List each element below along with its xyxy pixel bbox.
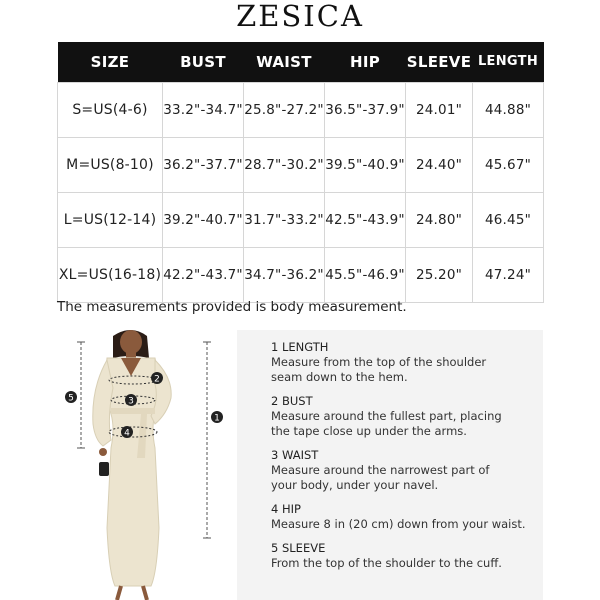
- cell-bust: 33.2"-34.7": [163, 82, 244, 137]
- cell-waist: 25.8"-27.2": [244, 82, 325, 137]
- brand-logo: ZESICA: [236, 0, 364, 33]
- cell-size: L=US(12-14): [58, 192, 163, 247]
- svg-text:5: 5: [68, 393, 74, 404]
- guide-title: 2 BUST: [271, 394, 313, 408]
- guide-desc: Measure around the fullest part, placing the tape close up under the arms.: [271, 409, 502, 438]
- dress: [106, 358, 159, 586]
- svg-text:4: 4: [124, 428, 130, 439]
- header-hip: HIP: [325, 42, 406, 82]
- cell-size: M=US(8-10): [58, 137, 163, 192]
- table-row: [58, 137, 544, 192]
- guide-item-bust: [271, 394, 531, 439]
- guide-title: 4 HIP: [271, 502, 301, 516]
- cell-hip: 36.5"-37.9": [325, 82, 406, 137]
- guide-desc: Measure around the narrowest part of your body, under your navel.: [271, 463, 490, 492]
- table-row: [58, 192, 544, 247]
- cell-sleeve: 24.01": [406, 82, 473, 137]
- table-header-row: [58, 42, 544, 82]
- handbag: [99, 462, 109, 476]
- size-chart-table: [57, 42, 544, 303]
- model-figure: [55, 328, 235, 600]
- cell-sleeve: 24.80": [406, 192, 473, 247]
- header-size: SIZE: [58, 42, 163, 82]
- measurement-guide-panel: [237, 330, 543, 600]
- cell-sleeve: 24.40": [406, 137, 473, 192]
- cell-size: S=US(4-6): [58, 82, 163, 137]
- cell-bust: 42.2"-43.7": [163, 247, 244, 302]
- cell-length: 46.45": [473, 192, 544, 247]
- guide-item-waist: [271, 448, 531, 493]
- guide-title: 1 LENGTH: [271, 340, 329, 354]
- guide-desc: Measure 8 in (20 cm) down from your waist.: [271, 517, 526, 531]
- guide-item-hip: [271, 502, 531, 532]
- table-row: [58, 247, 544, 302]
- cell-length: 45.67": [473, 137, 544, 192]
- svg-text:1: 1: [214, 413, 220, 424]
- table-row: [58, 82, 544, 137]
- cell-waist: 34.7"-36.2": [244, 247, 325, 302]
- guide-item-sleeve: [271, 541, 531, 571]
- guide-desc: Measure from the top of the shoulder seam down to the hem.: [271, 355, 487, 384]
- header-sleeve: SLEEVE: [406, 42, 473, 82]
- cell-length: 47.24": [473, 247, 544, 302]
- measurement-note: The measurements provided is body measurement.: [57, 299, 407, 315]
- guide-title: 5 SLEEVE: [271, 541, 326, 555]
- marker-1: [211, 411, 223, 424]
- header-length: LENGTH: [473, 42, 544, 82]
- svg-text:3: 3: [128, 396, 134, 407]
- model-illustration: [55, 328, 235, 600]
- cell-length: 44.88": [473, 82, 544, 137]
- cell-hip: 45.5"-46.9": [325, 247, 406, 302]
- cell-hip: 42.5"-43.9": [325, 192, 406, 247]
- cell-waist: 28.7"-30.2": [244, 137, 325, 192]
- svg-text:2: 2: [154, 374, 160, 385]
- header-bust: BUST: [163, 42, 244, 82]
- cell-size: XL=US(16-18): [58, 247, 163, 302]
- cell-bust: 39.2"-40.7": [163, 192, 244, 247]
- cell-hip: 39.5"-40.9": [325, 137, 406, 192]
- guide-desc: From the top of the shoulder to the cuff.: [271, 556, 502, 570]
- marker-5: [65, 391, 77, 404]
- cell-bust: 36.2"-37.7": [163, 137, 244, 192]
- cell-sleeve: 25.20": [406, 247, 473, 302]
- cell-waist: 31.7"-33.2": [244, 192, 325, 247]
- header-waist: WAIST: [244, 42, 325, 82]
- guide-item-length: [271, 340, 531, 385]
- guide-title: 3 WAIST: [271, 448, 319, 462]
